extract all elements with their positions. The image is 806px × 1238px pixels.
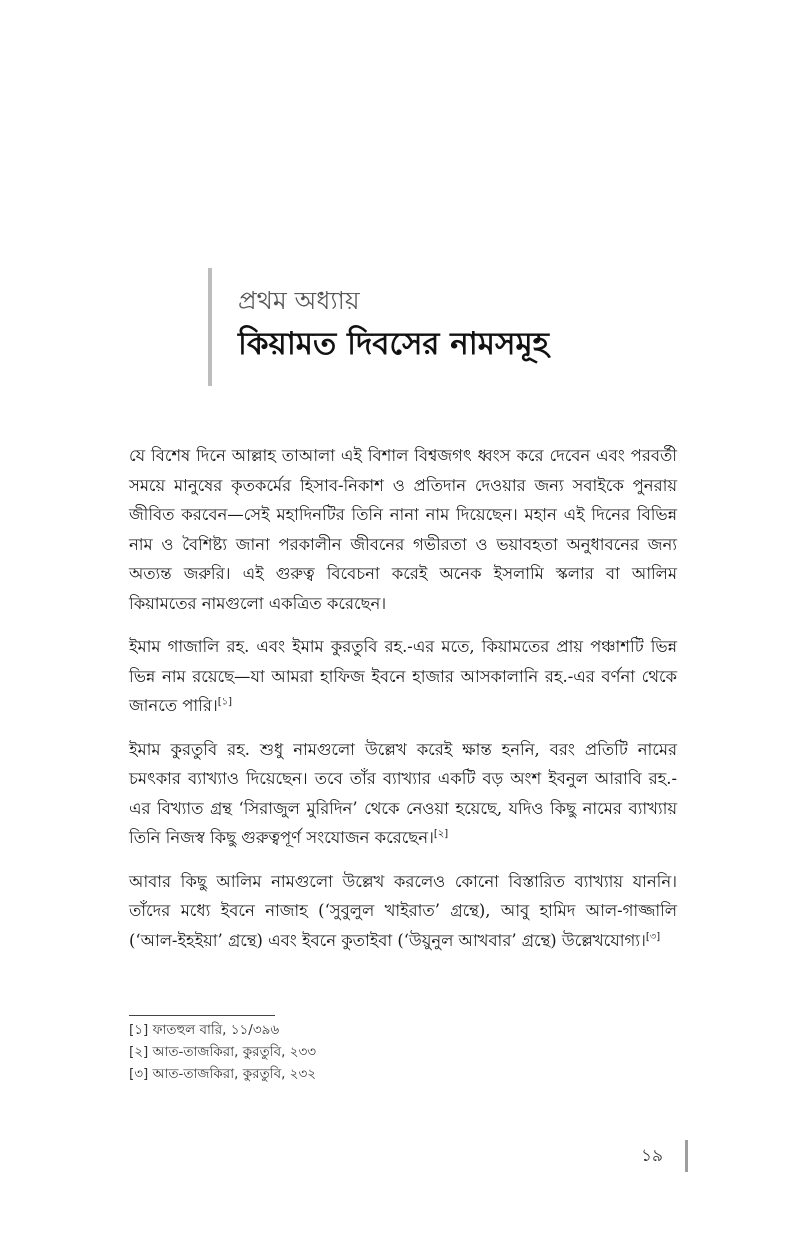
paragraph-2 [129, 632, 677, 721]
chapter-header [208, 268, 668, 386]
paragraph-text: ইমাম কুরতুবি রহ. শুধু নামগুলো উল্লেখ করেই ক্ষান্ত হননি, বরং প্রতিটি নামের চমৎকার ব্যাখ্যাও দিয়েছেন। তবে তাঁর ব্যাখ্যার একটি বড় অংশ ইবনুল আরাবি রহ.-এর বিখ্যাত গ্রন্থ ‘সিরাজুল মুরিদিন’ থেকে নেওয়া হয়েছে, যদিও কিছু নামের ব্যাখ্যায় তিনি নিজস্ব কিছু গুরুত্বপূর্ণ সংযোজন করেছেন। [129, 739, 677, 847]
paragraph-1 [129, 441, 677, 618]
footnotes [129, 1019, 677, 1085]
footnote-1: [১] ফাতহুল বারি, ১১/৩৯৬ [129, 1022, 280, 1038]
paragraph-4 [129, 867, 677, 956]
paragraph-3 [129, 735, 677, 853]
footnote-ref-2[interactable]: [২] [433, 828, 449, 840]
page-number-bar [685, 1140, 688, 1172]
footnote-ref-1[interactable]: [১] [217, 696, 233, 708]
footnote-divider [129, 1015, 275, 1016]
page-number: ১৯ [640, 1146, 663, 1166]
paragraph-text: ইমাম গাজালি রহ. এবং ইমাম কুরতুবি রহ.-এর মতে, কিয়ামতের প্রায় পঞ্চাশটি ভিন্ন ভিন্ন নাম রয়েছে—যা আমরা হাফিজ ইবনে হাজার আসকালানি রহ.-এর বর্ণনা থেকে জানতে পারি। [129, 637, 677, 715]
footnote-2: [২] আত-তাজকিরা, কুরতুবি, ২৩৩ [129, 1044, 316, 1060]
footnote-3: [৩] আত-তাজকিরা, কুরতুবি, ২৩২ [129, 1066, 316, 1082]
body-text [129, 441, 677, 969]
paragraph-text: আবার কিছু আলিম নামগুলো উল্লেখ করলেও কোনো বিস্তারিত ব্যাখ্যায় যাননি। তাঁদের মধ্যে ইবনে নাজাহ (‘সুবুলুল খাইরাত’ গ্রন্থে), আবু হামিদ আল-গাজ্জালি (‘আল-ইহইয়া’ গ্রন্থে) এবং ইবনে কুতাইবা (‘উয়ুনুল আখবার’ গ্রন্থে) উল্লেখযোগ্য। [129, 871, 677, 950]
chapter-title: কিয়ামত দিবসের নামসমূহ [238, 326, 549, 362]
footnote-ref-3[interactable]: [৩] [645, 931, 661, 943]
paragraph-text: যে বিশেষ দিনে আল্লাহ তাআলা এই বিশাল বিশ্বজগৎ ধ্বংস করে দেবেন এবং পরবর্তী সময়ে মানুষের কৃতকর্মের হিসাব-নিকাশ ও প্রতিদান দেওয়ার জন্য সবাইকে পুনরায় জীবিত করবেন—সেই মহাদিনটির তিনি নানা নাম দিয়েছেন। মহান এই দিনের বিভিন্ন নাম ও বৈশিষ্ট্য জানা পরকালীন জীবনের গভীরতা ও ভয়াবহতা অনুধাবনের জন্য অত্যন্ত জরুরি। এই গুরুত্ব বিবেচনা করেই অনেক ইসলামি স্কলার বা আলিম কিয়ামতের নামগুলো একত্রিত করেছেন। [129, 446, 677, 613]
chapter-label: প্রথম অধ্যায় [238, 286, 360, 315]
